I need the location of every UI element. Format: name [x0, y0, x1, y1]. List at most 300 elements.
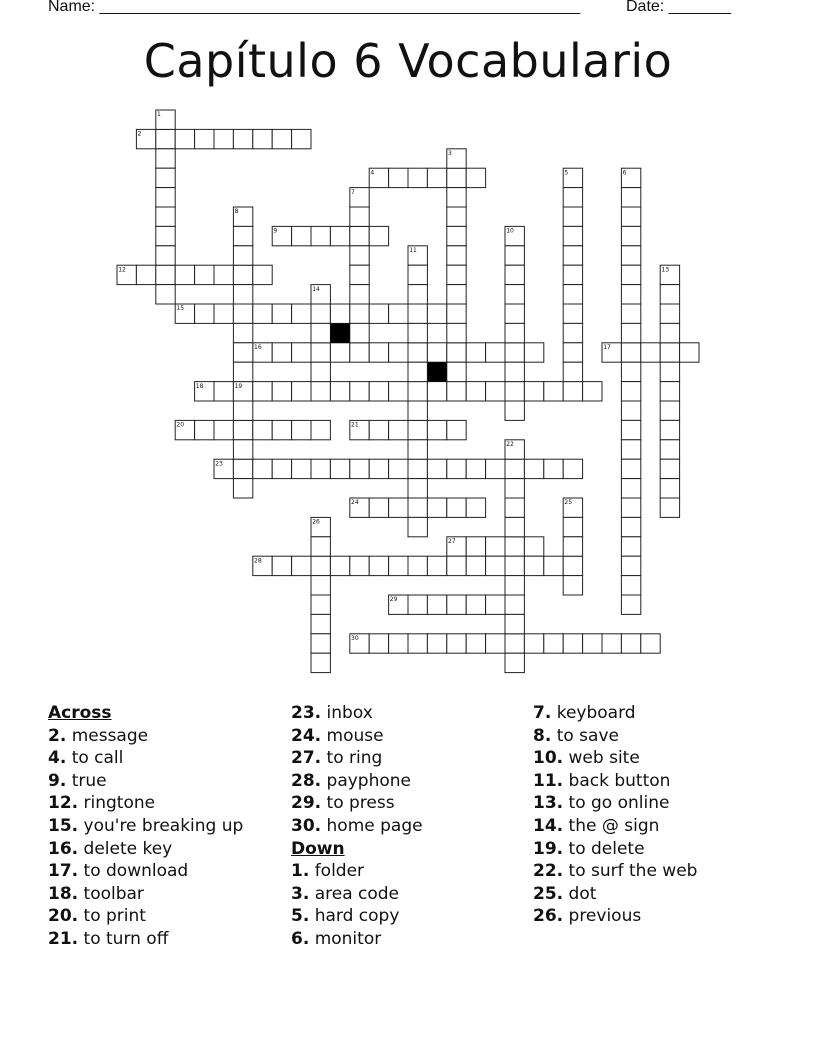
grid-cell[interactable]	[389, 168, 408, 187]
cell-number: 13	[661, 266, 670, 274]
clue-text: delete key	[78, 838, 173, 859]
grid-cell[interactable]	[544, 382, 563, 401]
grid-cell[interactable]	[408, 517, 427, 536]
grid-cell[interactable]	[311, 420, 330, 439]
grid-cell[interactable]	[214, 382, 233, 401]
grid-cell[interactable]	[524, 382, 543, 401]
cell-number: 3	[448, 150, 452, 157]
grid-cell[interactable]	[466, 498, 485, 517]
grid-cell[interactable]	[350, 556, 369, 575]
grid-cell[interactable]	[660, 420, 679, 439]
grid-cell[interactable]	[505, 382, 524, 401]
grid-cell[interactable]	[466, 168, 485, 187]
grid-cell[interactable]	[272, 343, 291, 362]
grid-cell[interactable]	[311, 556, 330, 575]
grid-cell[interactable]	[330, 304, 349, 323]
grid-cell[interactable]	[408, 382, 427, 401]
grid-cell[interactable]	[233, 401, 252, 420]
grid-cell[interactable]	[233, 479, 252, 498]
grid-cell[interactable]	[292, 304, 311, 323]
grid-cell[interactable]	[544, 459, 563, 478]
grid-cell[interactable]	[524, 556, 543, 575]
grid-cell[interactable]	[408, 401, 427, 420]
grid-cell[interactable]	[447, 362, 466, 381]
clue-text: previous	[563, 906, 642, 927]
grid-cell[interactable]	[505, 537, 524, 556]
clue-item	[533, 815, 697, 838]
grid-cell[interactable]	[350, 459, 369, 478]
cell-number: 30	[351, 635, 359, 642]
grid-cell[interactable]	[544, 634, 563, 653]
grid-cell[interactable]	[621, 517, 640, 536]
cell-number: 7	[351, 188, 355, 196]
grid-cell[interactable]	[447, 420, 466, 439]
clue-number: 13.	[533, 793, 564, 814]
grid-cell[interactable]	[214, 304, 233, 323]
clue-number: 9.	[48, 770, 67, 791]
grid-cell[interactable]	[621, 207, 640, 226]
grid-cell[interactable]	[563, 304, 582, 323]
grid-cell[interactable]	[408, 498, 427, 517]
grid-cell[interactable]	[156, 129, 175, 148]
grid-cell[interactable]	[233, 420, 252, 439]
grid-cell[interactable]	[156, 285, 175, 304]
grid-cell[interactable]	[660, 459, 679, 478]
grid-cell[interactable]	[621, 498, 640, 517]
clue-item	[533, 702, 697, 725]
grid-cell[interactable]	[621, 304, 640, 323]
grid-cell[interactable]	[641, 343, 660, 362]
grid-cell[interactable]	[369, 382, 388, 401]
grid-cell[interactable]	[311, 304, 330, 323]
grid-cell[interactable]	[602, 634, 621, 653]
grid-cell[interactable]	[563, 188, 582, 207]
grid-cell[interactable]	[311, 382, 330, 401]
grid-cell[interactable]	[427, 459, 446, 478]
grid-cell[interactable]	[330, 556, 349, 575]
grid-cell[interactable]	[311, 653, 330, 672]
grid-cell[interactable]	[447, 498, 466, 517]
grid-cell[interactable]	[195, 129, 214, 148]
grid-cell[interactable]	[253, 382, 272, 401]
grid-cell[interactable]	[680, 343, 699, 362]
clue-item	[291, 792, 423, 815]
grid-cell[interactable]	[563, 343, 582, 362]
grid-cell[interactable]	[369, 556, 388, 575]
grid-cell[interactable]	[272, 382, 291, 401]
grid-cell[interactable]	[253, 420, 272, 439]
grid-cell[interactable]	[369, 304, 388, 323]
grid-cell[interactable]	[292, 556, 311, 575]
grid-cell[interactable]	[233, 304, 252, 323]
grid-cell[interactable]	[563, 382, 582, 401]
clue-text: ringtone	[78, 793, 156, 814]
grid-cell[interactable]	[233, 246, 252, 265]
grid-cell[interactable]	[272, 304, 291, 323]
grid-cell[interactable]	[447, 595, 466, 614]
grid-cell[interactable]	[486, 634, 505, 653]
grid-cell[interactable]	[660, 479, 679, 498]
grid-cell[interactable]	[621, 382, 640, 401]
grid-cell[interactable]	[389, 420, 408, 439]
clue-item	[533, 725, 697, 748]
grid-cell[interactable]	[563, 517, 582, 536]
grid-cell[interactable]	[427, 556, 446, 575]
grid-cell[interactable]	[156, 188, 175, 207]
grid-cell[interactable]	[621, 323, 640, 342]
clue-number: 26.	[533, 906, 564, 927]
grid-cell[interactable]	[466, 343, 485, 362]
grid-cell[interactable]	[660, 382, 679, 401]
grid-cell[interactable]	[408, 595, 427, 614]
grid-cell[interactable]	[214, 129, 233, 148]
grid-cell[interactable]	[660, 401, 679, 420]
grid-cell[interactable]	[350, 304, 369, 323]
grid-cell[interactable]	[272, 420, 291, 439]
grid-cell[interactable]	[156, 168, 175, 187]
grid-cell[interactable]	[311, 323, 330, 342]
grid-cell[interactable]	[408, 168, 427, 187]
grid-cell[interactable]	[350, 226, 369, 245]
grid-cell[interactable]	[447, 168, 466, 187]
clue-item	[291, 770, 423, 793]
grid-cell[interactable]	[408, 343, 427, 362]
grid-cell[interactable]	[311, 614, 330, 633]
clue-number: 18.	[48, 883, 79, 904]
grid-cell[interactable]	[505, 479, 524, 498]
grid-cell[interactable]	[292, 382, 311, 401]
clue-number: 8.	[533, 725, 552, 746]
grid-cell[interactable]	[408, 440, 427, 459]
grid-cell[interactable]	[447, 246, 466, 265]
grid-cell[interactable]	[563, 265, 582, 284]
grid-cell[interactable]	[156, 207, 175, 226]
grid-cell[interactable]	[389, 343, 408, 362]
clue-item	[48, 815, 243, 838]
grid-cell[interactable]	[233, 226, 252, 245]
grid-cell[interactable]	[621, 440, 640, 459]
grid-cell[interactable]	[660, 323, 679, 342]
grid-cell[interactable]	[389, 498, 408, 517]
grid-cell[interactable]	[505, 556, 524, 575]
grid-cell[interactable]	[156, 265, 175, 284]
grid-cell[interactable]	[253, 459, 272, 478]
grid-cell[interactable]	[427, 498, 446, 517]
grid-cell[interactable]	[563, 459, 582, 478]
grid-cell[interactable]	[621, 576, 640, 595]
clue-number: 29.	[291, 793, 322, 814]
grid-cell[interactable]	[621, 188, 640, 207]
grid-cell[interactable]	[563, 537, 582, 556]
grid-cell[interactable]	[621, 265, 640, 284]
grid-cell[interactable]	[447, 207, 466, 226]
grid-cell[interactable]	[408, 265, 427, 284]
grid-cell[interactable]	[447, 226, 466, 245]
cell-number: 24	[351, 499, 359, 507]
grid-cell[interactable]	[369, 226, 388, 245]
grid-cell[interactable]	[350, 207, 369, 226]
grid-cell[interactable]	[660, 304, 679, 323]
grid-cell[interactable]	[311, 595, 330, 614]
grid-cell[interactable]	[583, 634, 602, 653]
clue-item	[291, 860, 423, 883]
grid-cell[interactable]	[272, 129, 291, 148]
grid-cell[interactable]	[505, 285, 524, 304]
grid-cell[interactable]	[292, 343, 311, 362]
grid-cell[interactable]	[563, 246, 582, 265]
grid-cell[interactable]	[408, 304, 427, 323]
grid-cell[interactable]	[369, 459, 388, 478]
grid-cell[interactable]	[311, 576, 330, 595]
grid-cell[interactable]	[466, 537, 485, 556]
grid-cell[interactable]	[389, 382, 408, 401]
grid-cell[interactable]	[233, 129, 252, 148]
grid-cell[interactable]	[427, 304, 446, 323]
grid-cell[interactable]	[486, 382, 505, 401]
clue-number: 11.	[533, 770, 564, 791]
grid-cell[interactable]	[583, 382, 602, 401]
grid-cell[interactable]	[466, 556, 485, 575]
grid-cell[interactable]	[505, 498, 524, 517]
grid-cell[interactable]	[621, 246, 640, 265]
grid-cell[interactable]	[544, 556, 563, 575]
grid-cell[interactable]	[524, 343, 543, 362]
grid-cell[interactable]	[505, 362, 524, 381]
grid-cell[interactable]	[466, 595, 485, 614]
grid-cell[interactable]	[233, 362, 252, 381]
grid-cell[interactable]	[350, 246, 369, 265]
grid-cell[interactable]	[563, 285, 582, 304]
grid-cell[interactable]	[311, 459, 330, 478]
grid-cell[interactable]	[505, 576, 524, 595]
grid-cell[interactable]	[447, 188, 466, 207]
grid-cell[interactable]	[311, 634, 330, 653]
grid-cell[interactable]	[505, 401, 524, 420]
grid-cell[interactable]	[621, 420, 640, 439]
grid-cell[interactable]	[524, 459, 543, 478]
grid-cell[interactable]	[369, 420, 388, 439]
grid-cell[interactable]	[563, 362, 582, 381]
grid-cell[interactable]	[311, 537, 330, 556]
grid-cell[interactable]	[311, 362, 330, 381]
grid-cell[interactable]	[350, 285, 369, 304]
grid-cell[interactable]	[660, 285, 679, 304]
grid-cell[interactable]	[447, 285, 466, 304]
grid-cell[interactable]	[408, 634, 427, 653]
grid-cell[interactable]	[447, 323, 466, 342]
grid-cell[interactable]	[505, 265, 524, 284]
grid-cell[interactable]	[311, 226, 330, 245]
grid-cell[interactable]	[563, 323, 582, 342]
grid-cell[interactable]	[505, 323, 524, 342]
grid-cell[interactable]	[563, 207, 582, 226]
clue-number: 30.	[291, 815, 322, 836]
clue-text: web site	[563, 748, 640, 769]
grid-cell[interactable]	[505, 459, 524, 478]
grid-cell[interactable]	[427, 382, 446, 401]
cell-number: 18	[195, 382, 204, 390]
grid-cell[interactable]	[156, 246, 175, 265]
grid-cell[interactable]	[641, 634, 660, 653]
grid-cell[interactable]	[272, 556, 291, 575]
grid-cell[interactable]	[466, 459, 485, 478]
grid-cell[interactable]	[253, 304, 272, 323]
grid-cell[interactable]	[233, 459, 252, 478]
clue-text: true	[66, 770, 107, 791]
grid-cell[interactable]	[524, 537, 543, 556]
cell-number: 22	[506, 441, 514, 448]
grid-cell[interactable]	[253, 265, 272, 284]
grid-cell[interactable]	[292, 459, 311, 478]
clue-item	[533, 747, 697, 770]
grid-cell[interactable]	[292, 226, 311, 245]
grid-cell[interactable]	[486, 595, 505, 614]
grid-cell[interactable]	[427, 168, 446, 187]
black-cell	[330, 323, 349, 342]
grid-cell[interactable]	[505, 595, 524, 614]
grid-cell[interactable]	[621, 634, 640, 653]
grid-cell[interactable]	[156, 226, 175, 245]
grid-cell[interactable]	[447, 634, 466, 653]
grid-cell[interactable]	[233, 323, 252, 342]
grid-cell[interactable]	[311, 343, 330, 362]
grid-cell[interactable]	[427, 634, 446, 653]
grid-cell[interactable]	[505, 517, 524, 536]
grid-cell[interactable]	[350, 343, 369, 362]
grid-cell[interactable]	[389, 304, 408, 323]
grid-cell[interactable]	[408, 420, 427, 439]
cell-number: 21	[351, 421, 359, 429]
cell-number: 4	[370, 169, 375, 177]
grid-cell[interactable]	[466, 634, 485, 653]
grid-cell[interactable]	[214, 265, 233, 284]
grid-cell[interactable]	[660, 343, 679, 362]
grid-cell[interactable]	[563, 634, 582, 653]
grid-cell[interactable]	[466, 382, 485, 401]
grid-cell[interactable]	[408, 285, 427, 304]
grid-cell[interactable]	[330, 459, 349, 478]
grid-cell[interactable]	[195, 420, 214, 439]
grid-cell[interactable]	[486, 537, 505, 556]
grid-cell[interactable]	[195, 304, 214, 323]
grid-cell[interactable]	[447, 459, 466, 478]
grid-cell[interactable]	[214, 420, 233, 439]
grid-cell[interactable]	[350, 265, 369, 284]
grid-cell[interactable]	[505, 246, 524, 265]
cell-number: 23	[215, 460, 223, 468]
grid-cell[interactable]	[330, 343, 349, 362]
grid-cell[interactable]	[486, 556, 505, 575]
clue-text: keyboard	[551, 703, 636, 723]
grid-cell[interactable]	[156, 149, 175, 168]
grid-cell[interactable]	[389, 556, 408, 575]
grid-cell[interactable]	[389, 634, 408, 653]
grid-cell[interactable]	[660, 362, 679, 381]
grid-cell[interactable]	[505, 304, 524, 323]
grid-cell[interactable]	[195, 265, 214, 284]
grid-cell[interactable]	[447, 304, 466, 323]
grid-cell[interactable]	[447, 382, 466, 401]
grid-cell[interactable]	[563, 556, 582, 575]
grid-cell[interactable]	[408, 323, 427, 342]
grid-cell[interactable]	[660, 498, 679, 517]
grid-cell[interactable]	[427, 595, 446, 614]
clue-item	[48, 883, 243, 906]
grid-cell[interactable]	[427, 343, 446, 362]
grid-cell[interactable]	[330, 226, 349, 245]
name-line[interactable]: Name: ______________________________________________________	[48, 0, 581, 15]
grid-cell[interactable]	[233, 285, 252, 304]
grid-cell[interactable]	[621, 479, 640, 498]
grid-cell[interactable]	[486, 459, 505, 478]
grid-cell[interactable]	[408, 479, 427, 498]
grid-cell[interactable]	[505, 614, 524, 633]
grid-cell[interactable]	[292, 129, 311, 148]
cell-number: 27	[448, 538, 456, 545]
grid-cell[interactable]	[350, 382, 369, 401]
grid-cell[interactable]	[272, 459, 291, 478]
grid-cell[interactable]	[505, 634, 524, 653]
grid-cell[interactable]	[621, 556, 640, 575]
grid-cell[interactable]	[505, 343, 524, 362]
grid-cell[interactable]	[621, 226, 640, 245]
grid-cell[interactable]	[486, 343, 505, 362]
grid-cell[interactable]	[427, 420, 446, 439]
grid-cell[interactable]	[621, 362, 640, 381]
grid-cell[interactable]	[175, 265, 194, 284]
grid-cell[interactable]	[330, 382, 349, 401]
grid-cell[interactable]	[408, 362, 427, 381]
grid-cell[interactable]	[447, 556, 466, 575]
cell-number: 1	[157, 111, 161, 119]
grid-cell[interactable]	[369, 634, 388, 653]
clue-text: you're breaking up	[78, 815, 244, 836]
date-line[interactable]: Date: _______	[626, 0, 731, 15]
grid-cell[interactable]	[233, 343, 252, 362]
grid-cell[interactable]	[136, 265, 155, 284]
grid-cell[interactable]	[621, 459, 640, 478]
grid-cell[interactable]	[621, 285, 640, 304]
grid-cell[interactable]	[408, 459, 427, 478]
grid-cell[interactable]	[447, 265, 466, 284]
grid-cell[interactable]	[175, 129, 194, 148]
grid-cell[interactable]	[621, 343, 640, 362]
cell-number: 28	[254, 557, 262, 565]
clue-text: to print	[78, 906, 146, 927]
grid-cell[interactable]	[563, 576, 582, 595]
grid-cell[interactable]	[621, 537, 640, 556]
grid-cell[interactable]	[524, 634, 543, 653]
grid-cell[interactable]	[389, 459, 408, 478]
grid-cell[interactable]	[408, 556, 427, 575]
grid-cell[interactable]	[350, 323, 369, 342]
grid-cell[interactable]	[563, 226, 582, 245]
cell-number: 6	[622, 169, 627, 177]
grid-cell[interactable]	[660, 440, 679, 459]
grid-cell[interactable]	[369, 343, 388, 362]
clue-text: the @ sign	[563, 815, 660, 836]
grid-cell[interactable]	[369, 498, 388, 517]
grid-cell[interactable]	[233, 265, 252, 284]
grid-cell[interactable]	[505, 653, 524, 672]
grid-cell[interactable]	[292, 420, 311, 439]
grid-cell[interactable]	[233, 440, 252, 459]
grid-cell[interactable]	[253, 129, 272, 148]
grid-cell[interactable]	[621, 595, 640, 614]
grid-cell[interactable]	[621, 401, 640, 420]
grid-cell[interactable]	[447, 343, 466, 362]
clues-column-3	[533, 702, 697, 928]
